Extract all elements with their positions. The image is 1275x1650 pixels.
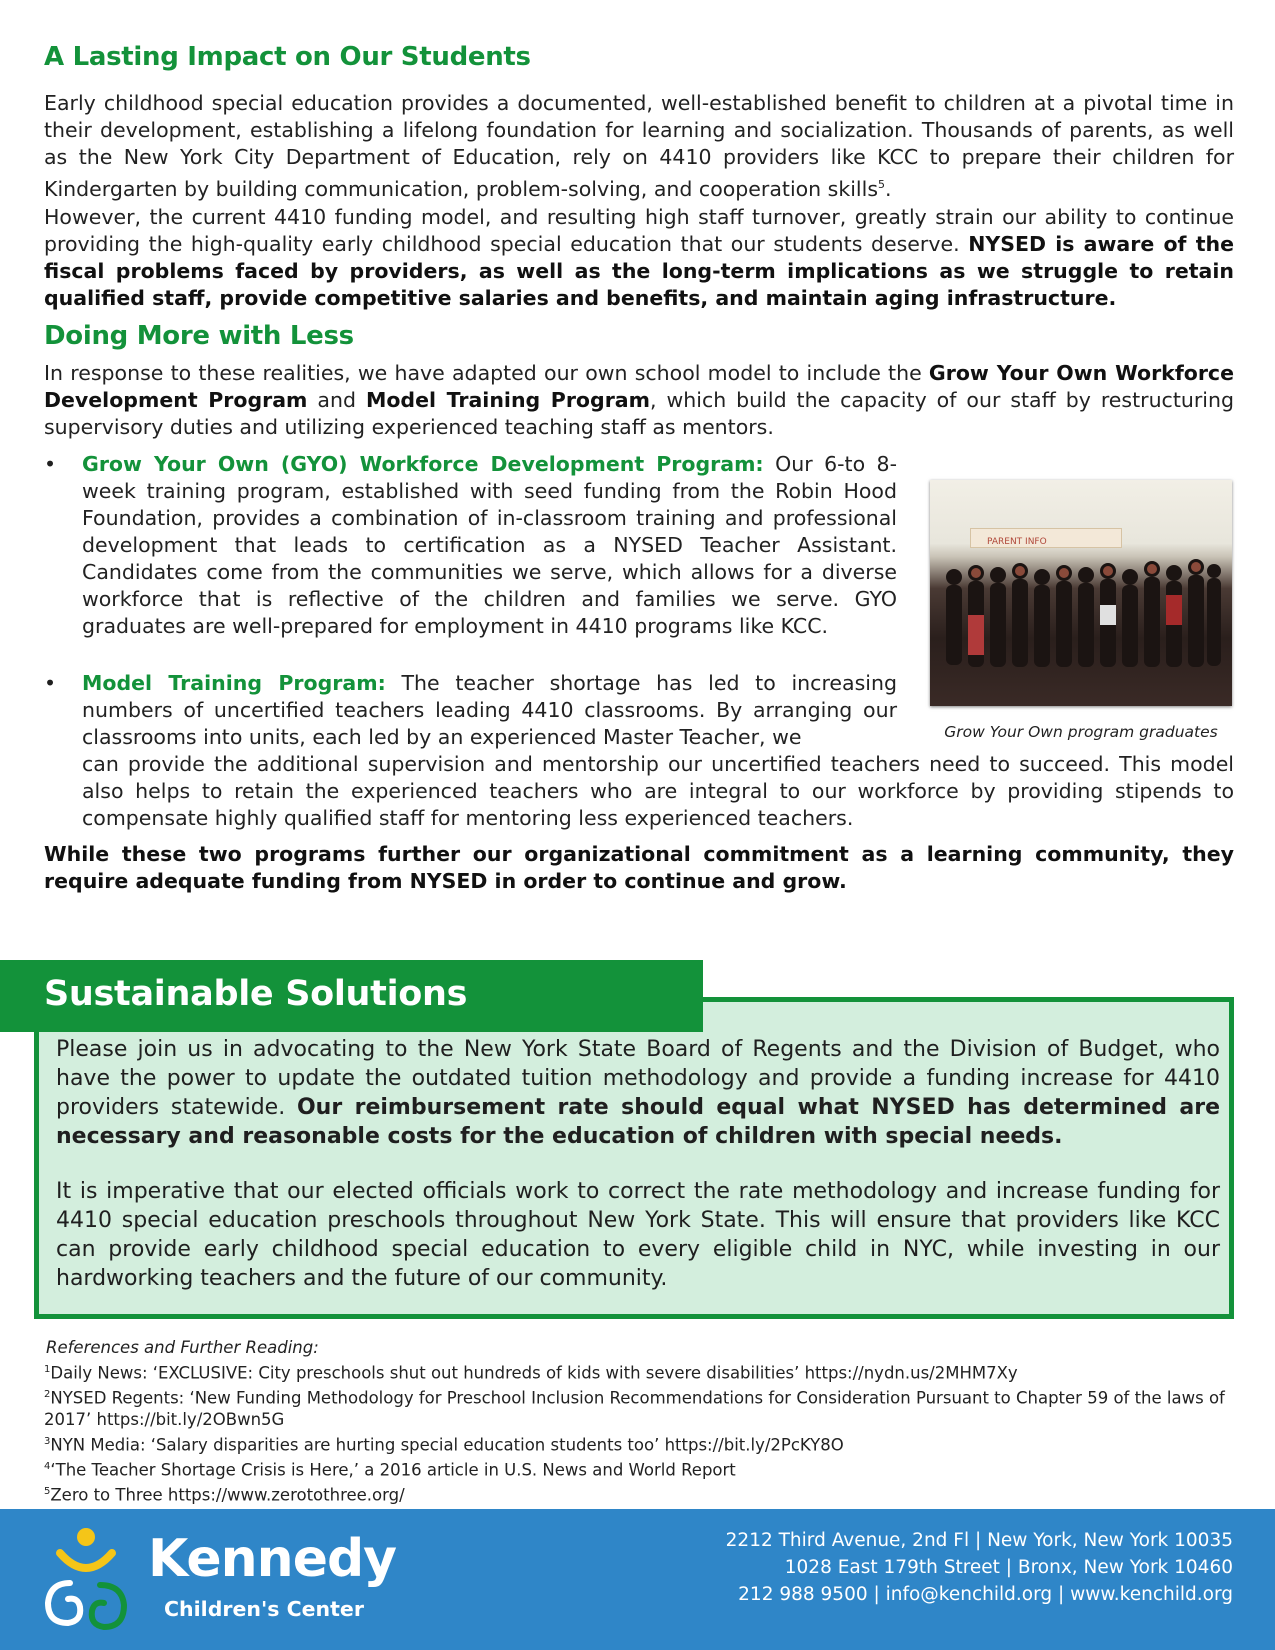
address-line-2: 1028 East 179th Street | Bronx, New York 10460 <box>784 1557 1233 1578</box>
photo-banner-text: PARENT INFO <box>987 537 1047 547</box>
graduates-photo <box>930 480 1232 706</box>
bullet-mtp <box>82 670 897 751</box>
bullet-mtp-continued: can provide the additional supervision and mentorship our uncertified teachers need to succeed. This model also helps to retain the experienced teachers who are integral to our workforce by providing stipends to compensate highly qualified staff for mentoring less experienced teachers. <box>82 752 1234 830</box>
photo-banner <box>970 528 1122 548</box>
kennedy-logo-icon <box>30 1523 140 1635</box>
callout-paragraph-1 <box>56 1035 1220 1151</box>
reference-number: 1 <box>44 1364 51 1375</box>
bullet-text-gyo: Our 6-to 8-week training program, established with seed funding from the Robin Hood Foundation, provides a combination of in-classroom training and professional development that leads to certification as a NYSED Teacher Assistant. Candidates come from the communities we serve, which allows for a diverse workforce that is reflective of the children and families we serve. GYO graduates are well-prepared for employment in 4410 programs like KCC. <box>82 452 897 638</box>
reference-number: 5 <box>44 1485 51 1497</box>
reference-item <box>44 1384 1236 1431</box>
paragraph-text: and <box>307 388 366 412</box>
callout-title: Sustainable Solutions <box>44 974 468 1014</box>
paragraph-bold-text: Our reimbursement rate should equal what NYSED has determined are necessary and reasonable costs for the education of children with special needs. <box>56 1095 1220 1149</box>
bullet-gyo <box>82 451 897 640</box>
paragraph-doing-more-intro <box>44 360 1234 441</box>
callout-paragraph-2: It is imperative that our elected officials work to correct the rate methodology and increase funding for 4410 special education preschools throughout New York State. This will ensure that providers like KCC can provide early childhood special education to every eligible child in NYC, while investing in our hardworking teachers and the future of our community. <box>56 1179 1220 1291</box>
reference-item <box>44 1431 1236 1456</box>
reference-number: 2 <box>44 1389 51 1400</box>
address-line-1: 2212 Third Avenue, 2nd Fl | New York, New York 10035 <box>725 1530 1233 1551</box>
footer <box>0 1509 1275 1650</box>
reference-text: NYN Media: ‘Salary disparities are hurting special education students too’ https://bit.ly/2PcKY8O <box>50 1435 844 1454</box>
bullet-text-mtp: The teacher shortage has led to increasing numbers of uncertified teachers leading 4410 classrooms. By arranging our classrooms into units, each led by an experienced Master Teacher, we <box>82 671 897 749</box>
program-name-mtp: Model Training Program <box>365 388 650 412</box>
reference-text: Zero to Three https://www.zerotothree.org/ <box>50 1485 405 1504</box>
photo-caption: Grow Your Own program graduates <box>944 723 1218 741</box>
bullet-label-gyo: Grow Your Own (GYO) Workforce Development Program: <box>82 452 764 476</box>
paragraph-lasting-impact-1 <box>44 90 1234 203</box>
reference-text: ‘The Teacher Shortage Crisis is Here,’ a 2016 article in U.S. News and World Report <box>50 1460 736 1479</box>
reference-item <box>44 1456 1236 1481</box>
references-title: References and Further Reading: <box>46 1338 319 1357</box>
reference-number: 4 <box>44 1460 51 1472</box>
footer-contact-block <box>726 1527 1233 1608</box>
contact-line: 212 988 9500 | info@kenchild.org | www.kenchild.org <box>738 1584 1233 1605</box>
paragraph-text: , which build the capacity of our staff by restructuring supervisory duties and utilizing experienced teaching staff as mentors. <box>44 388 1234 439</box>
bullet-symbol: • <box>44 452 57 476</box>
references-list <box>44 1359 1236 1506</box>
reference-text: NYSED Regents: ‘New Funding Methodology for Preschool Inclusion Recommendations for Consideration Pursuant to Chapter 59 of the laws of 2017’ https://bit.ly/2OBwn5G <box>44 1388 1225 1429</box>
reference-item <box>44 1481 1236 1506</box>
paragraph-text: Early childhood special education provides a documented, well-established benefit to children at a pivotal time in their development, establishing a lifelong foundation for learning and socialization. Thousands of parents, as well as the New York City Department of Education, rely on 4410 providers like KCC to prepare their children for Kindergarten by building communication, problem-solving, and cooperation skills <box>44 91 1234 201</box>
reference-text: Daily News: ‘EXCLUSIVE: City preschools shut out hundreds of kids with severe disabilities’ https://nydn.us/2MHM7Xy <box>50 1363 1018 1383</box>
section-heading-doing-more: Doing More with Less <box>44 321 354 351</box>
paragraph-end: . <box>885 176 892 201</box>
footnote-marker: 5 <box>878 178 886 191</box>
paragraph-text: Please join us in advocating to the New York State Board of Regents and the Division of Budget, who have the power to update the outdated tuition methodology and provide a funding increase for 4410 providers statewide. <box>56 1037 1220 1120</box>
logo-wordmark: Kennedy <box>148 1529 397 1589</box>
bullet-symbol: • <box>44 671 57 695</box>
program-name-gyo: Grow Your Own Workforce Development Program <box>44 361 1234 412</box>
paragraph-text: In response to these realities, we have adapted our own school model to include the <box>44 361 929 385</box>
group-of-people-illustration <box>940 555 1222 675</box>
closing-statement: While these two programs further our organizational commitment as a learning community, they require adequate funding from NYSED in order to continue and grow. <box>44 842 1234 893</box>
paragraph-lasting-impact-2 <box>44 204 1234 312</box>
logo-subtitle: Children's Center <box>164 1597 364 1621</box>
reference-item <box>44 1359 1236 1384</box>
sustainable-solutions-header <box>0 960 703 1032</box>
reference-number: 3 <box>44 1435 51 1447</box>
paragraph-bold-text: NYSED is aware of the fiscal problems faced by providers, as well as the long-term implications as we struggle to retain qualified staff, provide competitive salaries and benefits, and maintain aging infrastructure. <box>44 232 1234 310</box>
paragraph-text: However, the current 4410 funding model, and resulting high staff turnover, greatly strain our ability to continue providing the high-quality early childhood special education that our students deserve. <box>44 205 1234 256</box>
section-heading-lasting-impact: A Lasting Impact on Our Students <box>44 42 531 72</box>
bullet-label-mtp: Model Training Program: <box>82 671 386 695</box>
